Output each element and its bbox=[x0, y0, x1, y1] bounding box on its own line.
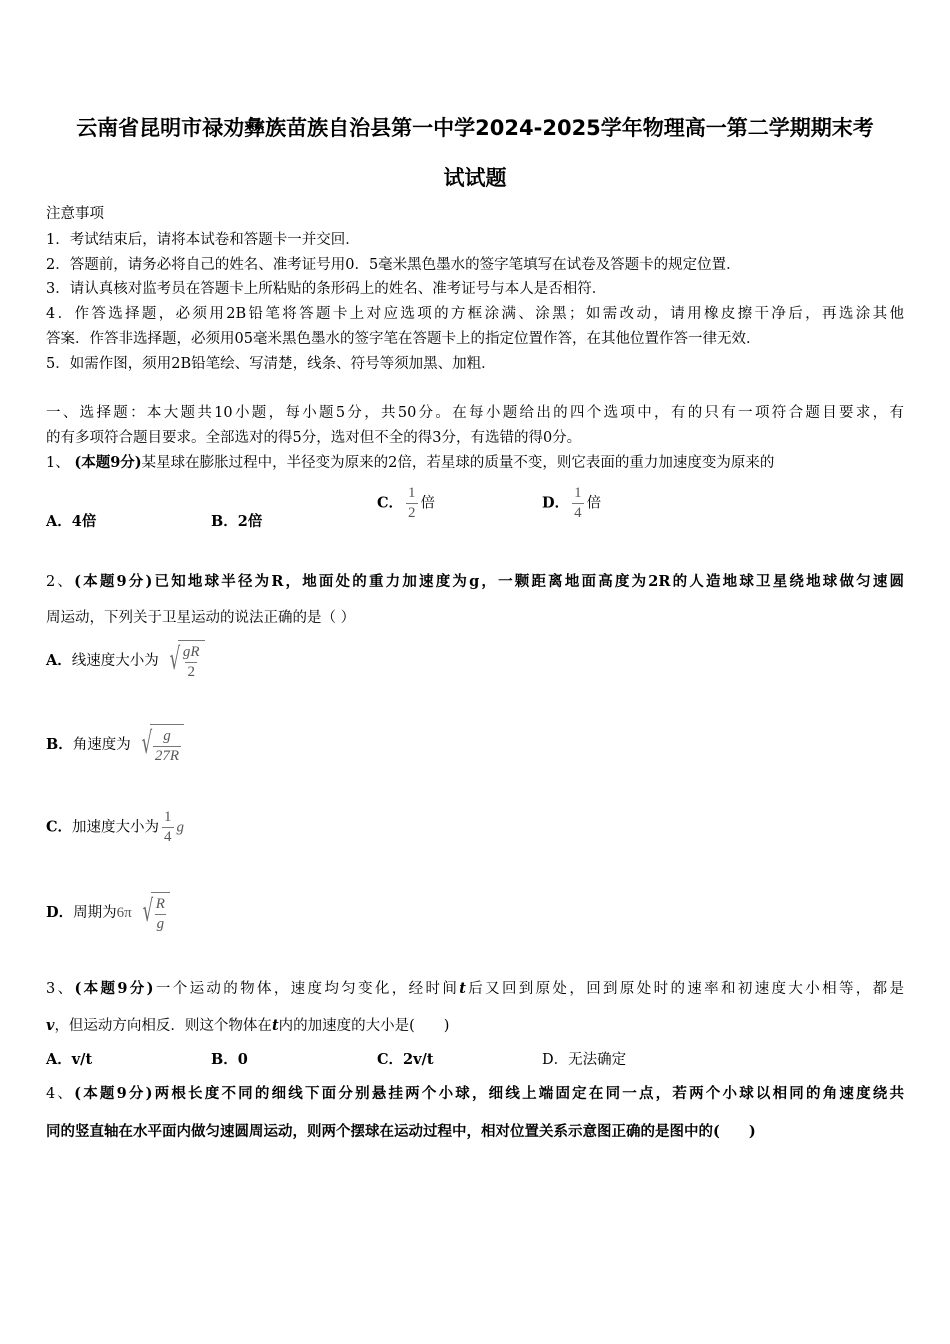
question-3-text-d: 内的加速度的大小是( ) bbox=[278, 1018, 450, 1034]
question-1-option-d-label: D． bbox=[542, 494, 570, 512]
section-1-intro-line-2: 的有多项符合题目要求。全部选对的得5分，选对但不全的得3分，有选错的得0分。 bbox=[46, 430, 582, 446]
question-3-option-a: A．v/t bbox=[46, 1051, 93, 1068]
question-1-option-d bbox=[542, 484, 601, 523]
option-text: 周期为 bbox=[73, 905, 117, 921]
fraction-numerator: R bbox=[155, 896, 165, 912]
question-1-option-c bbox=[377, 484, 435, 523]
notice-heading: 注意事项 bbox=[46, 206, 104, 222]
question-2-stem-line-1 bbox=[46, 570, 904, 591]
option-label: D． bbox=[46, 904, 74, 921]
math-coefficient: 6π bbox=[116, 905, 132, 921]
fraction-one-quarter bbox=[162, 808, 174, 847]
fraction bbox=[181, 643, 202, 682]
fraction-denominator: 2 bbox=[408, 505, 416, 521]
question-1-stem bbox=[46, 451, 774, 472]
notice-item-4: 4．作答选择题，必须用2B铅笔将答题卡上对应选项的方框涂满、涂黑；如需改动，请用橡皮擦干净后，再选涂其他 bbox=[46, 306, 904, 322]
question-2-option-c bbox=[46, 808, 184, 847]
notice-item-2: 2．答题前，请务必将自己的姓名、准考证号用0．5毫米黑色墨水的签字笔填写在试卷及答题卡的规定位置． bbox=[46, 257, 741, 273]
question-1-number: 1、 bbox=[46, 455, 70, 471]
section-1-intro-line-1: 一、选择题：本大题共10小题，每小题5分，共50分。在每小题给出的四个选项中，有的只有一项符合题目要求，有 bbox=[46, 405, 904, 421]
question-3-points: (本题9分) bbox=[74, 980, 154, 997]
question-1-option-c-suffix: 倍 bbox=[420, 495, 436, 512]
fraction bbox=[153, 727, 181, 766]
question-2-stem-line-2: 周运动，下列关于卫星运动的说法正确的是（ ） bbox=[46, 610, 356, 626]
radical-sign: √ bbox=[169, 642, 180, 677]
question-2-stem-bold: (本题9分)已知地球半径为R，地面处的重力加速度为g，一颗距离地面高度为2R的人造地球卫星绕地球做匀速圆 bbox=[74, 573, 904, 590]
question-3-option-d: D．无法确定 bbox=[542, 1052, 627, 1068]
question-1-option-c-label: C． bbox=[377, 494, 404, 512]
fraction-denominator: 4 bbox=[574, 505, 582, 521]
option-text: 线速度大小为 bbox=[71, 653, 159, 669]
radical-sign: √ bbox=[141, 726, 152, 761]
math-variable-g: g bbox=[176, 819, 185, 836]
question-1-text: 某星球在膨胀过程中，半径变为原来的2倍，若星球的质量不变，则它表面的重力加速度变为原来的 bbox=[141, 455, 775, 471]
fraction-numerator: 1 bbox=[574, 485, 582, 501]
math-variable-t: t bbox=[459, 980, 466, 997]
question-3-text-b: 后又回到原处，回到原处时的速率和初速度大小相等，都是 bbox=[465, 981, 905, 997]
question-2-number: 2、 bbox=[46, 574, 75, 590]
fraction-numerator: 1 bbox=[408, 485, 416, 501]
math-variable-t: t bbox=[271, 1017, 279, 1034]
option-label: C． bbox=[46, 818, 73, 836]
question-2-option-a bbox=[46, 640, 205, 682]
radicand bbox=[150, 724, 184, 766]
question-3-option-c: C．2v/t bbox=[377, 1051, 434, 1068]
fraction-denominator: 2 bbox=[187, 664, 195, 680]
fraction bbox=[154, 895, 167, 934]
option-text: 角速度为 bbox=[72, 737, 131, 753]
radical-sign: √ bbox=[142, 894, 153, 929]
question-4-stem-line-2: 同的竖直轴在水平面内做匀速圆周运动，则两个摆球在运动过程中，相对位置关系示意图正确的是图中的( ) bbox=[46, 1123, 756, 1140]
radicand bbox=[151, 892, 170, 934]
question-1-option-b: B．2倍 bbox=[211, 513, 263, 530]
notice-item-4-cont: 答案．作答非选择题，必须用05毫米黑色墨水的签字笔在答题卡上的指定位置作答，在其他位置作答一律无效． bbox=[46, 331, 761, 347]
sqrt-expression bbox=[133, 724, 184, 766]
question-3-number: 3、 bbox=[46, 981, 75, 997]
question-2-option-b bbox=[46, 724, 184, 766]
question-3-option-b: B．0 bbox=[211, 1051, 248, 1068]
question-4-stem-line-1 bbox=[46, 1082, 904, 1103]
question-3-text-c: ，但运动方向相反．则这个物体在 bbox=[54, 1018, 272, 1034]
notice-item-3: 3．请认真核对监考员在答题卡上所粘贴的条形码上的姓名、准考证号与本人是否相符． bbox=[46, 281, 607, 297]
fraction-numerator: 1 bbox=[164, 809, 172, 825]
sqrt-expression bbox=[134, 892, 170, 934]
option-label: B． bbox=[46, 736, 73, 753]
sqrt-expression bbox=[161, 640, 205, 682]
question-2-option-d bbox=[46, 892, 170, 934]
question-3-stem-line-1 bbox=[46, 977, 904, 998]
question-1-option-d-suffix: 倍 bbox=[586, 495, 602, 512]
exam-title-line-2: 试试题 bbox=[443, 166, 507, 190]
question-1-points: (本题9分) bbox=[74, 454, 142, 471]
question-1-option-a: A．4倍 bbox=[46, 513, 97, 530]
option-text: 加速度大小为 bbox=[72, 819, 160, 836]
question-3-stem-line-2 bbox=[46, 1014, 449, 1035]
fraction-denominator: g bbox=[156, 916, 165, 932]
fraction-numerator: gR bbox=[182, 644, 200, 660]
radicand bbox=[178, 640, 205, 682]
notice-item-1: 1．考试结束后，请将本试卷和答题卡一并交回． bbox=[46, 232, 360, 248]
fraction-one-quarter bbox=[572, 484, 584, 523]
question-4-stem-bold: (本题9分)两根长度不同的细线下面分别悬挂两个小球，细线上端固定在同一点，若两个小球以相同的角速度绕共 bbox=[74, 1085, 904, 1102]
fraction-denominator: 27R bbox=[154, 748, 180, 764]
fraction-numerator: g bbox=[163, 728, 171, 744]
fraction-one-half bbox=[406, 484, 418, 523]
question-3-text-a: 一个运动的物体，速度均匀变化，经时间 bbox=[153, 981, 460, 997]
notice-item-5: 5．如需作图，须用2B铅笔绘、写清楚，线条、符号等须加黑、加粗． bbox=[46, 356, 496, 372]
exam-title-line-1: 云南省昆明市禄劝彝族苗族自治县第一中学2024-2025学年物理高一第二学期期末考 bbox=[76, 116, 874, 140]
question-4-number: 4、 bbox=[46, 1086, 75, 1102]
math-variable-v: v bbox=[46, 1017, 55, 1034]
fraction-denominator: 4 bbox=[164, 829, 172, 845]
option-label: A． bbox=[46, 652, 72, 669]
